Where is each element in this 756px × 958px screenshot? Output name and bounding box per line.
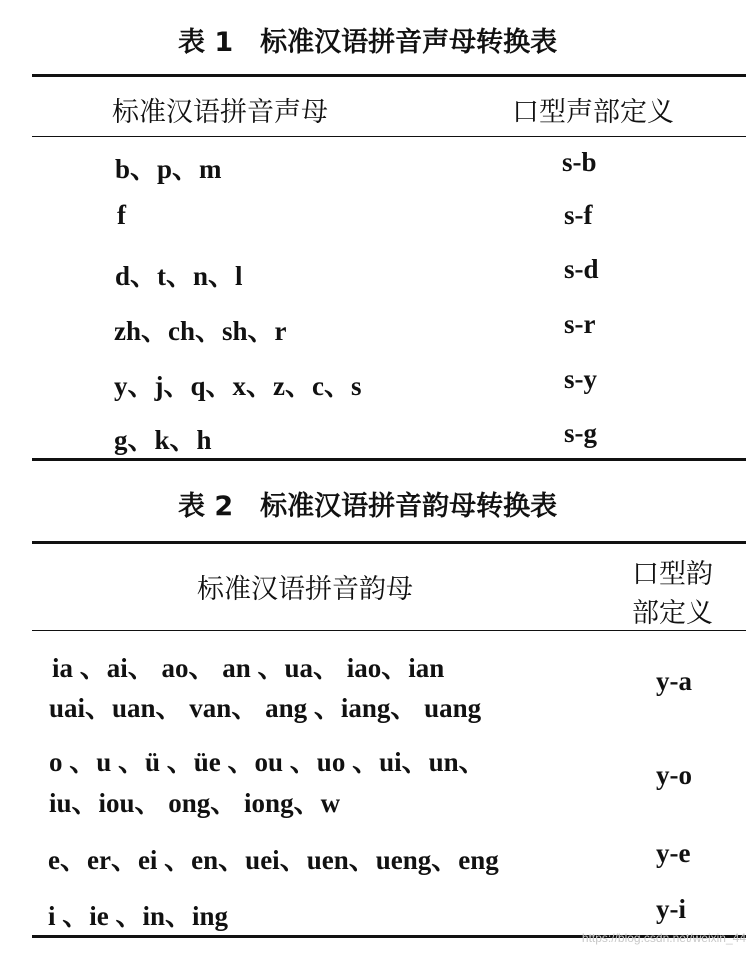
table2-row1-line2: uai、uan、 van、 ang 、iang、 uang [49, 693, 482, 723]
table1-row1-code: s-b [562, 147, 597, 177]
table2-row4-line1: i 、ie 、in、ing [48, 901, 229, 931]
table1-row3-code: s-d [564, 254, 599, 284]
table1-row4-code: s-r [564, 309, 596, 339]
table1-row2-code: s-f [564, 200, 593, 230]
table2-top-rule [32, 541, 746, 544]
table1-row5-initials: y、j、q、x、z、c、s [114, 371, 362, 401]
table1-row2-initials: f [117, 200, 126, 230]
table1-header-initials: 标准汉语拼音声母 [112, 97, 328, 128]
table1-row6-initials: g、k、h [114, 425, 212, 455]
table2-header-definition-line1: 口型韵 [632, 559, 713, 590]
table2-row3-line1: e、er、ei 、en、uei、uen、ueng、eng [48, 845, 499, 875]
table2-row4-code: y-i [656, 894, 686, 924]
table2-row3-code: y-e [656, 838, 691, 868]
watermark-text: https://blog.csdn.net/weixin_44 [581, 931, 746, 945]
table1-row6-code: s-g [564, 418, 597, 448]
table2-row1-line1: ia 、ai、 ao、 an 、ua、 iao、ian [52, 653, 445, 683]
table1-title: 表 1 标准汉语拼音声母转换表 [178, 27, 558, 58]
table1-row1-initials: b、p、m [115, 154, 222, 184]
table1-bottom-rule [32, 458, 746, 461]
table1-row4-initials: zh、ch、sh、r [114, 316, 287, 346]
table2-header-finals: 标准汉语拼音韵母 [197, 574, 413, 605]
table2-row2-line1: o 、u 、ü 、üe 、ou 、uo 、ui、un、 [49, 747, 486, 777]
table2-header-definition-line2: 部定义 [632, 598, 713, 629]
table1-header-rule [32, 136, 746, 137]
table1-row3-initials: d、t、n、l [115, 261, 243, 291]
table2-row2-code: y-o [656, 760, 692, 790]
table2-title: 表 2 标准汉语拼音韵母转换表 [178, 491, 558, 522]
table2-header-rule [32, 630, 746, 631]
table1-header-definition: 口型声部定义 [512, 97, 674, 128]
table1-top-rule [32, 74, 746, 77]
table1-row5-code: s-y [564, 364, 597, 394]
table2-row2-line2: iu、iou、 ong、 iong、w [49, 788, 341, 818]
table2-row1-code: y-a [656, 666, 692, 696]
